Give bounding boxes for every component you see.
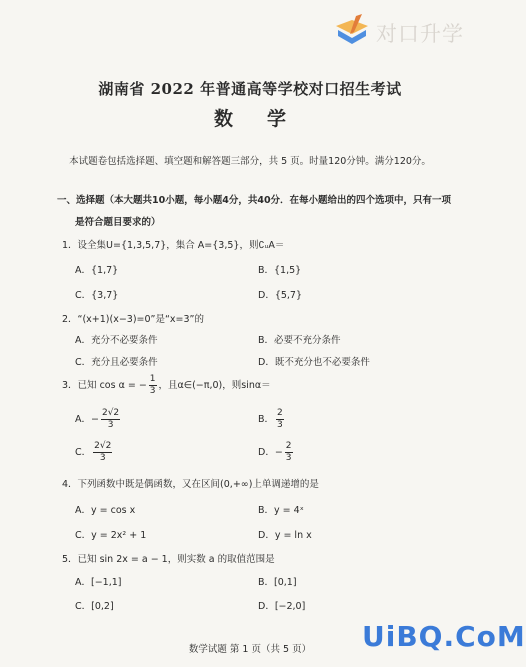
q3-fraction (149, 374, 157, 397)
q3-b-label: B． (258, 414, 275, 425)
q3-option-c (75, 441, 114, 464)
q2-option-a: A．充分不必要条件 (75, 335, 158, 346)
q3-b-den: 3 (277, 420, 283, 430)
q4-option-c: C．y = 2x² + 1 (75, 530, 147, 541)
page-footer: 数学试题 第 1 页（共 5 页） (188, 644, 312, 655)
book-pencil-icon (332, 12, 372, 50)
q3-stem-post: ，且α∈(−π,0)，则sinα＝ (158, 380, 271, 391)
q4-option-a: A．y = cos x (75, 505, 136, 516)
q4-option-d: D．y = ln x (258, 530, 312, 541)
q3-c-num: 2√2 (94, 441, 112, 451)
logo (332, 12, 482, 54)
q3-d-num: 2 (285, 441, 292, 451)
subject-title: 数学 (213, 108, 320, 130)
q3-d-den: 3 (285, 453, 292, 463)
q1-option-b: B．{1,5} (258, 265, 302, 276)
exam-title: 湖南省 2022 年普通高等学校对口招生考试 (98, 80, 402, 98)
q3-a-label: A．− (75, 414, 99, 425)
q2-option-c: C．充分且必要条件 (75, 357, 158, 368)
q3-option-b (258, 408, 286, 431)
q3-stem-pre: 3．已知 cos α = − (62, 380, 147, 391)
q3-c-label: C． (75, 447, 92, 458)
q3-option-a (75, 408, 122, 431)
question-2: 2．“(x+1)(x−3)=0”是“x=3”的 (62, 314, 204, 325)
q3-a-frac (101, 408, 120, 431)
q3-frac-num: 1 (149, 374, 156, 384)
q3-c-frac (93, 441, 112, 464)
q3-b-frac (276, 408, 284, 431)
question-1: 1．设全集U={1,3,5,7}，集合 A={3,5}，则∁ᵤA＝ (62, 240, 285, 251)
question-3 (62, 374, 271, 397)
q3-c-den: 3 (99, 453, 106, 463)
q1-option-a: A．{1,7} (75, 265, 119, 276)
site-watermark: UiBQ.CoM (362, 620, 526, 653)
q1-option-c: C．{3,7} (75, 290, 119, 301)
q5-option-c: C．[0,2] (75, 601, 114, 612)
section-heading-cont: 是符合题目要求的） (75, 217, 161, 228)
q2-option-d: D．既不充分也不必要条件 (258, 357, 370, 368)
q5-option-d: D．[−2,0] (258, 601, 306, 612)
q3-option-d (258, 441, 295, 464)
q3-a-num: 2√2 (101, 408, 120, 418)
q3-d-label: D．− (258, 447, 283, 458)
q3-frac-den: 3 (149, 386, 156, 396)
question-5: 5．已知 sin 2x = a − 1，则实数 a 的取值范围是 (62, 554, 275, 565)
section-heading: 一、选择题（本大题共10小题，每小题4分，共40分．在每小题给出的四个选项中，只有一项 (57, 195, 452, 206)
q5-option-a: A．[−1,1] (75, 577, 122, 588)
q2-option-b: B．必要不充分条件 (258, 335, 341, 346)
q3-a-den: 3 (107, 420, 114, 430)
exam-intro: 本试题卷包括选择题、填空题和解答题三部分，共 5 页。时量120分钟。满分120分。 (69, 156, 431, 167)
q1-option-d: D．{5,7} (258, 290, 303, 301)
q5-option-b: B．[0,1] (258, 577, 297, 588)
q4-option-b: B．y = 4ˣ (258, 505, 304, 516)
logo-text: 对口升学 (376, 22, 464, 46)
q3-d-frac (285, 441, 293, 464)
q3-b-num: 2 (277, 408, 283, 418)
question-4: 4．下列函数中既是偶函数，又在区间(0,+∞)上单调递增的是 (62, 479, 319, 490)
